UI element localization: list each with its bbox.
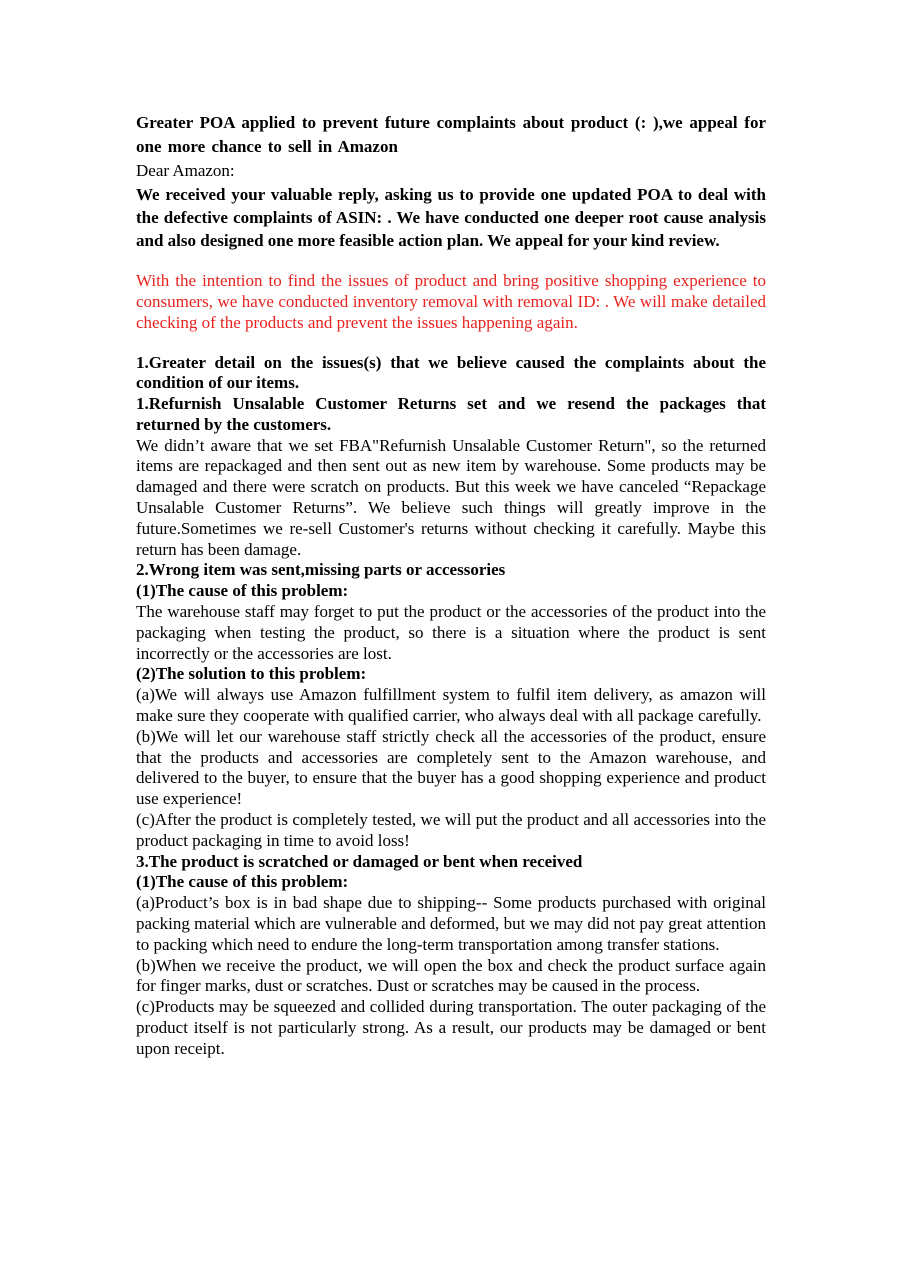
- issue3-heading: 3.The product is scratched or damaged or bent when received: [136, 851, 583, 871]
- issue2-cause-body: The warehouse staff may forget to put the product or the accessories of the product into the packaging when testing the product, so there is a situation where the product is sent incorrectly or the accessories are lost.: [136, 602, 766, 663]
- issue2-cause-heading: (1)The cause of this problem:: [136, 581, 349, 601]
- issue3-cause-heading: (1)The cause of this problem:: [136, 872, 349, 892]
- issue3-cause-a: (a)Product’s box is in bad shape due to shipping-- Some products purchased with original packing material which are vulnerable and deformed, but we may did not pay great attention to packing which need to endure the long-term transportation among transfer stations.: [136, 893, 766, 954]
- issue1-heading: 1.Refurnish Unsalable Customer Returns set and we resend the packages that returned by the customers.: [136, 394, 766, 434]
- issue1-body: We didn’t aware that we set FBA"Refurnish Unsalable Customer Return", so the returned items are repackaged and then sent out as new item by warehouse. Some products may be damaged and there were scratch on products. But this week we have canceled “Repackage Unsalable Customer Returns”. We believe such things will greatly improve in the future.Sometimes we re-sell Customer's returns without checking it carefully. Maybe this return has been damage.: [136, 435, 766, 559]
- document-body: [136, 110, 766, 1060]
- greeting: Dear Amazon:: [136, 161, 235, 180]
- intro-paragraph: We received your valuable reply, asking us to provide one updated POA to deal with the defective complaints of ASIN: . We have conducted one deeper root cause analysis and also designed one more feasible action plan. We appeal for your kind review.: [136, 184, 766, 250]
- issue2-solution-b: (b)We will let our warehouse staff strictly check all the accessories of the product, ensure that the products and accessories are completely sent to the Amazon warehouse, and delivered to the buyer, to ensure that the buyer has a good shopping experience and product use experience!: [136, 726, 766, 809]
- issue2-solution-c: (c)After the product is completely tested, we will put the product and all accessories into the product packaging in time to avoid loss!: [136, 810, 766, 850]
- issue2-solution-a: (a)We will always use Amazon fulfillment system to fulfil item delivery, as amazon will make sure they cooperate with qualified carrier, who always deal with all package carefully.: [136, 685, 766, 726]
- document-title: Greater POA applied to prevent future complaints about product (: ),we appeal for one more chance to sell in Amazon: [136, 113, 766, 156]
- removal-notice: With the intention to find the issues of product and bring positive shopping experience to consumers, we have conducted inventory removal with removal ID: . We will make detailed checking of the products and prevent the issues happening again.: [136, 270, 766, 332]
- section-heading-detail: 1.Greater detail on the issues(s) that we believe caused the complaints about the condition of our items.: [136, 352, 766, 393]
- issue3-cause-c: (c)Products may be squeezed and collided during transportation. The outer packaging of the product itself is not particularly strong. As a result, our products may be damaged or bent upon receipt.: [136, 997, 766, 1058]
- issue2-solution-heading: (2)The solution to this problem:: [136, 664, 367, 684]
- issue2-heading: 2.Wrong item was sent,missing parts or accessories: [136, 560, 506, 580]
- issue3-cause-b: (b)When we receive the product, we will open the box and check the product surface again for finger marks, dust or scratches. Dust or scratches may be caused in the process.: [136, 955, 766, 996]
